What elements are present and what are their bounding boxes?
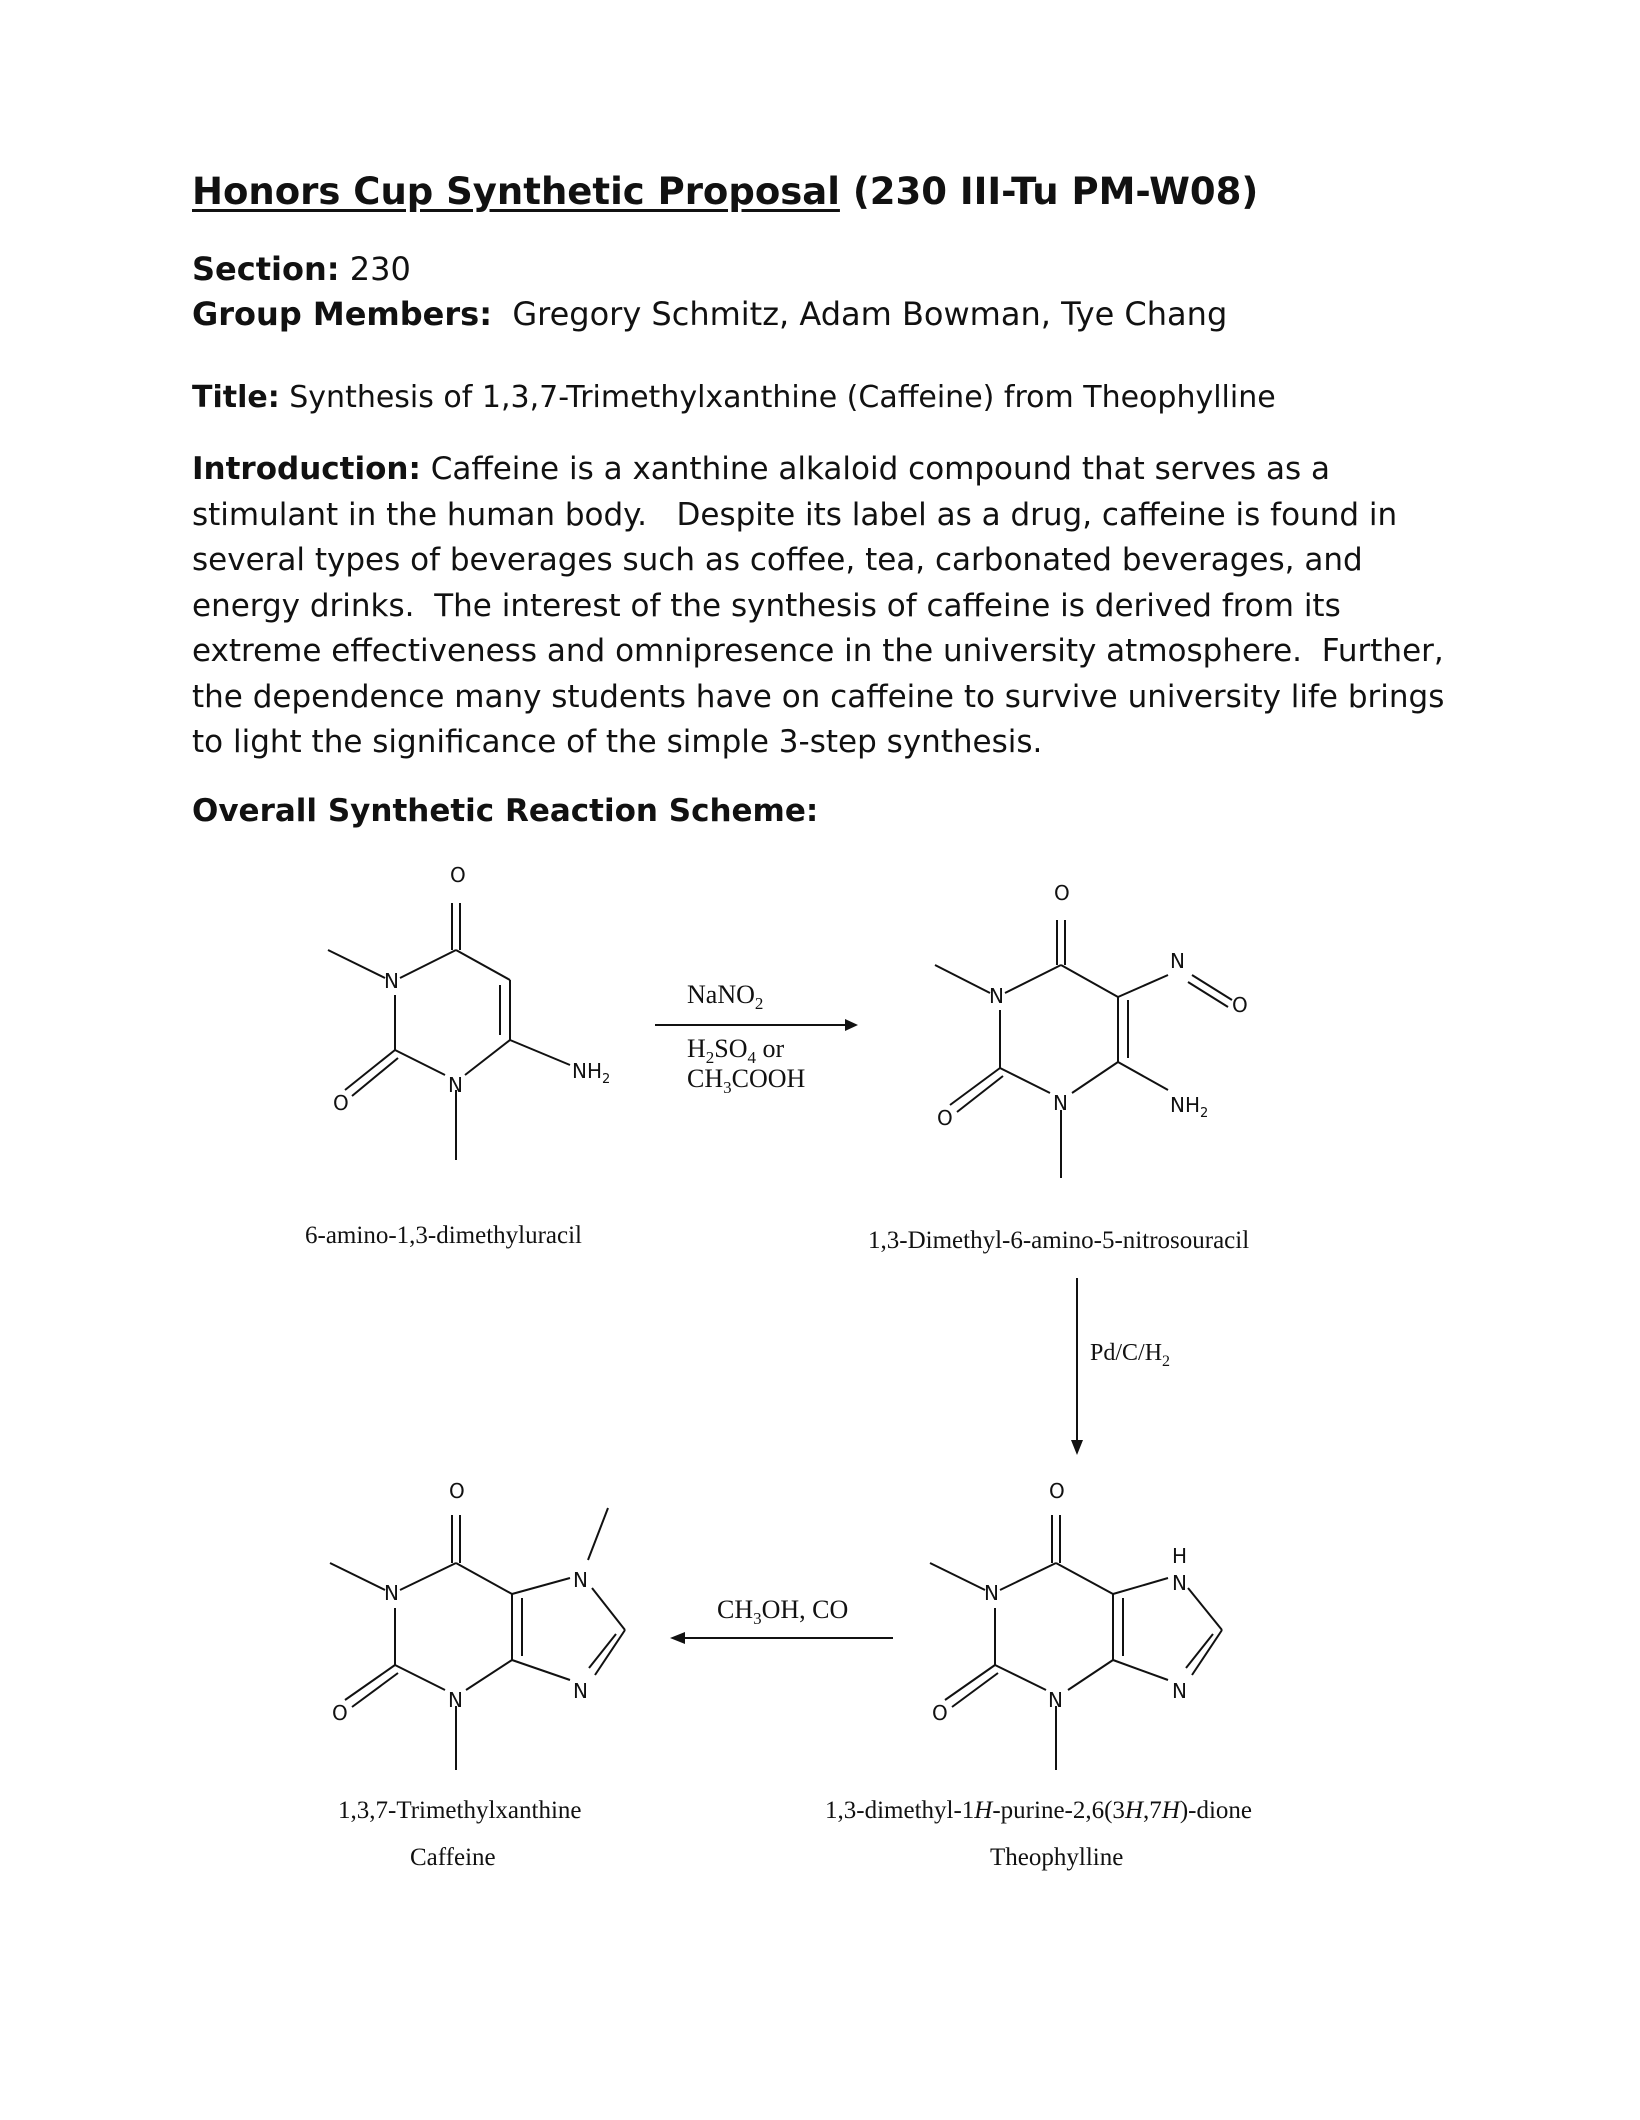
c3-atom-o-top: O — [1049, 1479, 1065, 1503]
step1-reagent-bottom-2: $CH_3COOH$ — [687, 1064, 806, 1097]
c3-name: 1,3-dimethyl-1H-purine-2,6(3H,7H)-dione — [825, 1797, 1253, 1824]
compound-4-structure — [330, 1508, 625, 1770]
c4-atom-n3: N — [448, 1688, 463, 1712]
arrow-step-1-head — [845, 1019, 858, 1031]
c1-atom-o-top: O — [450, 863, 466, 887]
step2-reagent: $Pd/C/H_2$ — [1090, 1340, 1171, 1370]
c2-atom-o-nitroso: O — [1232, 993, 1248, 1017]
group-members-label: Group Members: — [192, 295, 492, 333]
c3-atom-o-left: O — [932, 1701, 948, 1725]
c4-common-name: Caffeine — [410, 1844, 496, 1871]
c2-atom-n-nitroso: N — [1170, 949, 1185, 973]
c4-atom-o-top: O — [449, 1479, 465, 1503]
c2-name: 1,3-Dimethyl-6-amino-5-nitrosouracil — [868, 1227, 1250, 1254]
section-value: 230 — [339, 250, 411, 288]
c4-atom-n7: N — [573, 1568, 588, 1592]
c4-name: 1,3,7-Trimethylxanthine — [338, 1797, 582, 1824]
c2-atom-o-left: O — [937, 1106, 953, 1130]
c1-atom-o-left: O — [333, 1091, 349, 1115]
introduction-label: Introduction: — [192, 451, 421, 487]
c3-atom-n1: N — [984, 1581, 999, 1605]
c3-common-name: Theophylline — [990, 1844, 1124, 1871]
c4-atom-n1: N — [384, 1581, 399, 1605]
c2-atom-nh2: $NH_2$ — [1170, 1093, 1209, 1121]
c3-atom-n3: N — [1048, 1688, 1063, 1712]
title-label: Title: — [192, 380, 280, 415]
compound-2-structure — [935, 920, 1232, 1178]
arrow-step-2-head — [1071, 1440, 1083, 1455]
arrow-step-3-head — [670, 1632, 685, 1644]
c1-atom-n3: N — [448, 1073, 463, 1097]
c2-atom-n1: N — [989, 984, 1004, 1008]
step3-reagent: $CH_3OH$, CO — [717, 1595, 849, 1628]
page-title-suffix: (230 III-Tu PM-W08) — [839, 170, 1259, 213]
c2-atom-n3: N — [1053, 1091, 1068, 1115]
c4-atom-o-left: O — [332, 1701, 348, 1725]
section-label: Section: — [192, 250, 340, 288]
c1-atom-nh2: $NH_2$ — [572, 1059, 611, 1087]
introduction-text: Caffeine is a xanthine alkaloid compound that serves as a stimulant in the human body. Despite its label as a drug, caffeine is found in several types of beverages such as coffee, tea, carbonated beverages, and energy drinks. The interest of the synthesis of caffeine is derived from its extreme effectiveness and omnipresence in the university atmosphere. Further, the dependence many students have on caffeine to survive university life brings to light the significance of the simple 3-step synthesis. — [192, 451, 1455, 760]
scheme-heading: Overall Synthetic Reaction Scheme: — [192, 793, 819, 829]
c3-atom-n7: N — [1172, 1571, 1187, 1595]
c3-atom-n9: N — [1172, 1679, 1187, 1703]
c3-atom-h7: H — [1172, 1544, 1188, 1568]
c1-atom-n1: N — [384, 969, 399, 993]
group-members-value: Gregory Schmitz, Adam Bowman, Tye Chang — [491, 295, 1228, 333]
page-title-main: Honors Cup Synthetic Proposal — [192, 170, 840, 213]
c2-atom-o-top: O — [1054, 881, 1070, 905]
step1-reagent-bottom-1: $H_2SO_4$ or — [687, 1034, 785, 1067]
c1-name: 6-amino-1,3-dimethyluracil — [305, 1222, 583, 1249]
title-value: Synthesis of 1,3,7-Trimethylxanthine (Caffeine) from Theophylline — [279, 380, 1276, 415]
compound-1-structure — [328, 903, 570, 1160]
c4-atom-n9: N — [573, 1679, 588, 1703]
step1-reagent-top: NaNO$_2$ — [687, 980, 764, 1013]
